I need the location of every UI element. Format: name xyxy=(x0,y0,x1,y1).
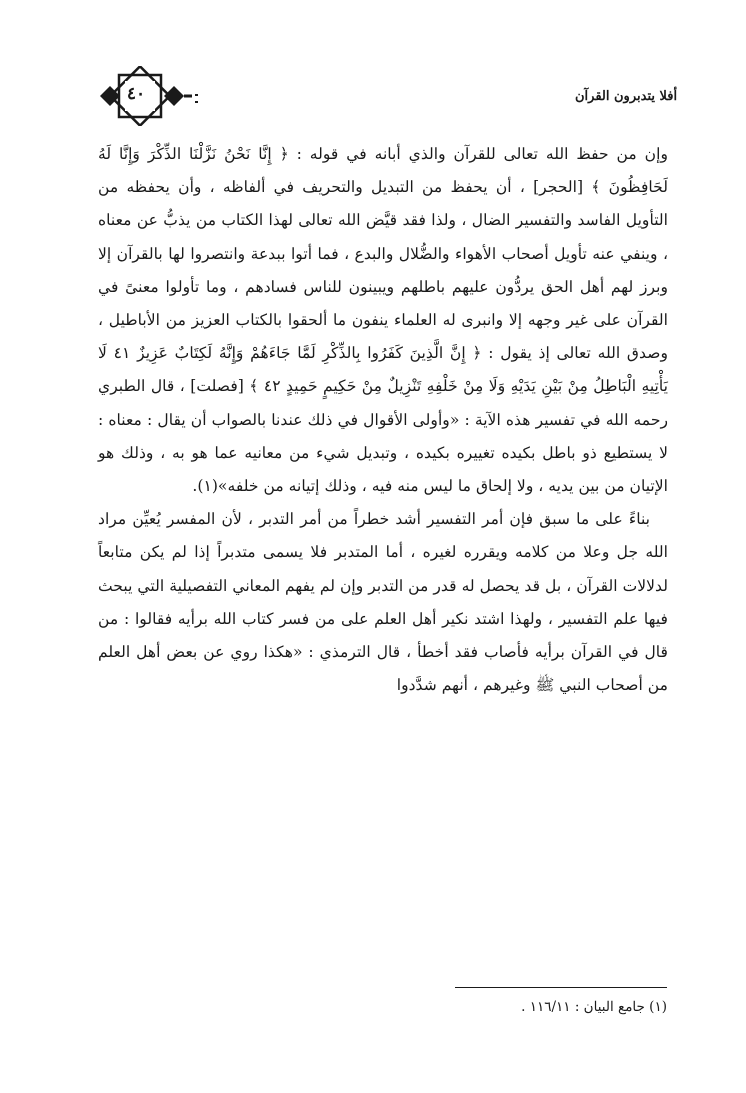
paragraph-1: وإن من حفظ الله تعالى للقرآن والذي أبانه في قوله : ﴿ إِنَّا نَحْنُ نَزَّلْنَا الذِّكْرَ وَإِنَّا لَهُ لَحَافِظُونَ ﴾ [الحجر] ، أن يحفظ من التبديل والتحريف في ألفاظه ، وأن يحفظه من التأويل الفاسد والتفسير الضال ، ولذا فقد قيَّض الله تعالى لهذا الكتاب من يذبُّ عن معناه ، وينفي عنه تأويل أصحاب الأهواء والضُّلال والبدع ، فما أتوا ببدعة وانتصروا لها بالقرآن إلا وبرز لهم أهل الحق يردُّون عليهم باطلهم ويبينون للناس فسادهم ، وما تأولوا معنىً في القرآن على غير وجهه إلا وانبرى له العلماء ينفون ما ألحقوا بالكتاب العزيز من الأباطيل ، وصدق الله تعالى إذ يقول : ﴿ إِنَّ الَّذِينَ كَفَرُوا بِالذِّكْرِ لَمَّا جَاءَهُمْ وَإِنَّهُ لَكِتَابٌ عَزِيزٌ ٤١ لَا يَأْتِيهِ الْبَاطِلُ مِنْ بَيْنِ يَدَيْهِ وَلَا مِنْ خَلْفِهِ تَنْزِيلٌ مِنْ حَكِيمٍ حَمِيدٍ ٤٢ ﴾ [فصلت] ، قال الطبري رحمه الله في تفسير هذه الآية : «وأولى الأقوال في ذلك عندنا بالصواب أن يقال : معناه : لا يستطيع ذو باطل بكيده تغييره بكيده ، وتبديل شيء من معانيه عما هو به ، وذلك هو الإتيان من بين يديه ، ولا إلحاق ما ليس منه فيه ، وذلك إتيانه من خلفه»(١). xyxy=(98,145,668,496)
book-title xyxy=(575,66,678,126)
page-number: ٤٠ xyxy=(126,84,146,104)
footnote: (١) جامع البيان : ١١٦/١١ . xyxy=(521,999,667,1015)
page-header xyxy=(92,66,678,126)
book-title-text: أفلا يتدبرون القرآن xyxy=(575,88,678,104)
footnote-divider xyxy=(455,987,667,988)
page-body xyxy=(98,138,668,702)
header-rule xyxy=(195,94,198,103)
paragraph-2: بناءً على ما سبق فإن أمر التفسير أشد خطراً من أمر التدبر ، لأن المفسر يُعيِّن مراد الله جل وعلا من كلامه ويقرره لغيره ، أما المتدبر فلا يسمى متدبراً إذا لم يكن متابعاً لدلالات القرآن ، بل قد يحصل له قدر من التدبر وإن لم يفهم المعاني التفصيلية التي يبحث فيها علم التفسير ، ولهذا اشتد نكير أهل العلم على من فسر كتاب الله برأيه فقالوا : من قال في القرآن برأيه فأصاب فقد أخطأ ، قال الترمذي : «هكذا روي عن بعض أهل العلم من أصحاب النبي ﷺ وغيرهم ، أنهم شدَّدوا xyxy=(98,510,668,695)
